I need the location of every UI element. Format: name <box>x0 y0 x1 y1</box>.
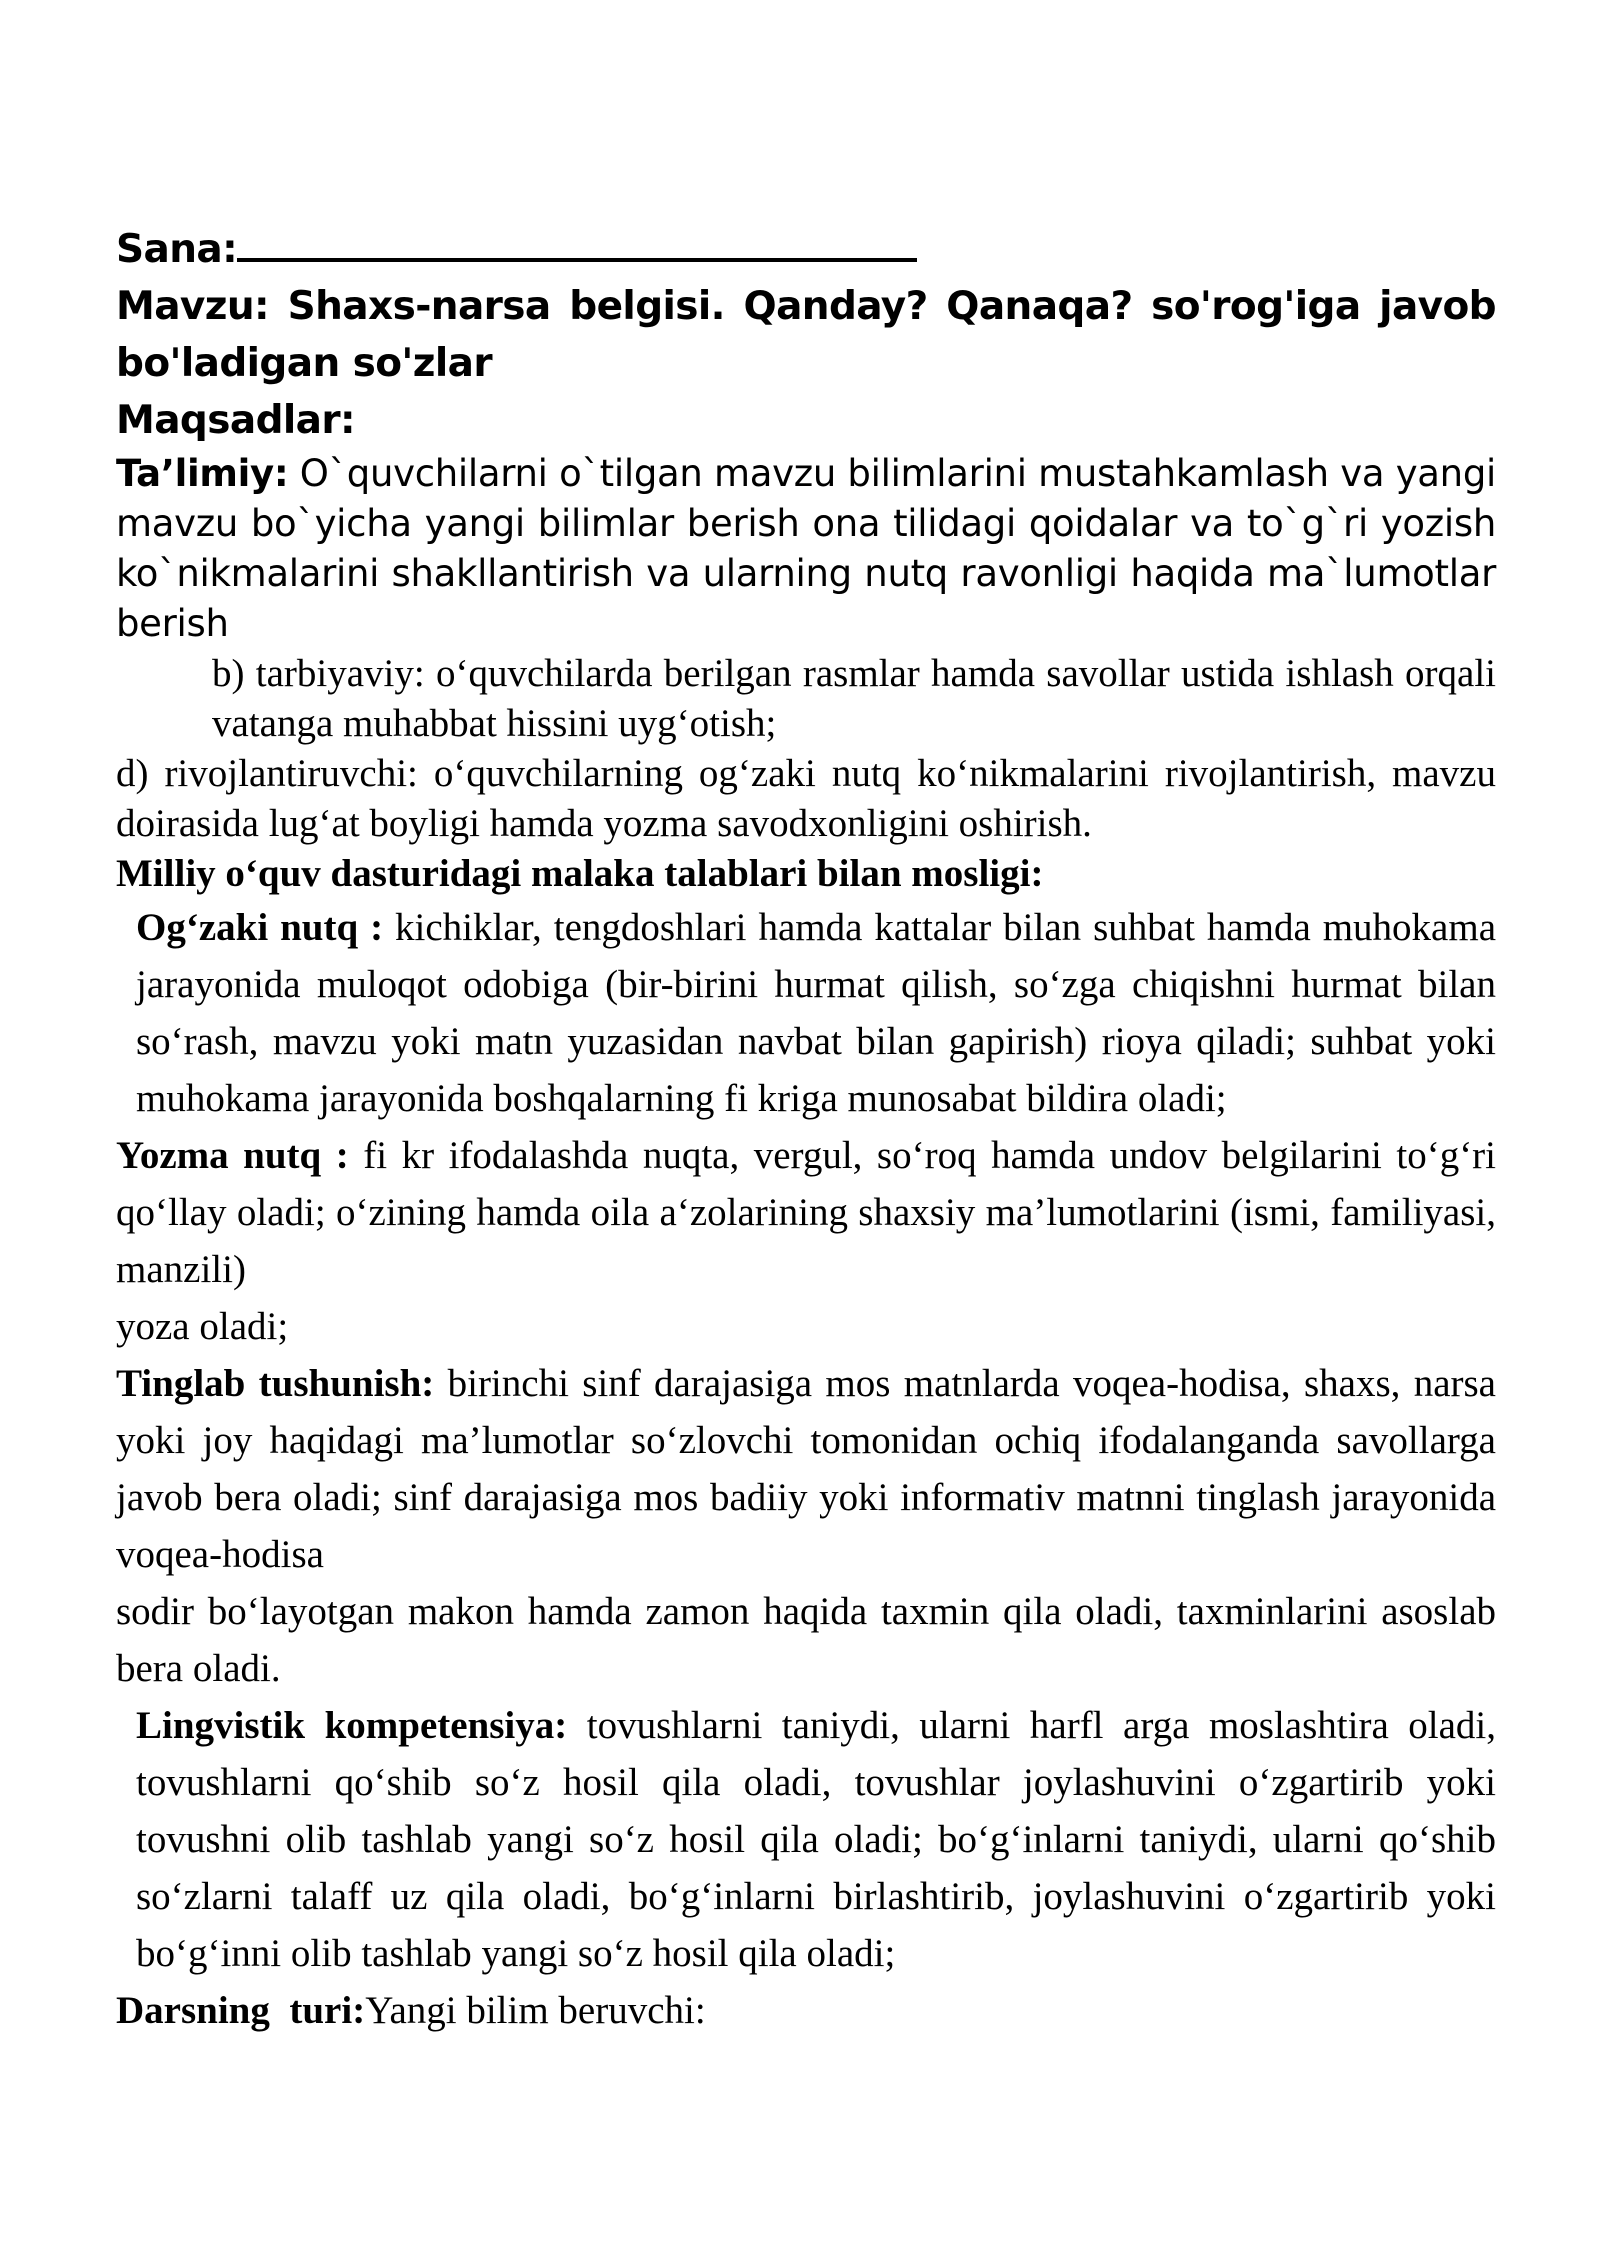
talimiy-label: Ta’limiy: <box>116 452 289 495</box>
yozma-continuation: yoza oladi; <box>116 1305 289 1348</box>
tinglab-paragraph <box>116 1355 1496 1583</box>
standards-heading <box>116 849 1496 899</box>
topic-line <box>116 278 1496 392</box>
lesson-type-line <box>116 1982 1496 2039</box>
date-blank <box>237 218 917 262</box>
tarbiyaviy-text: b) tarbiyaviy: o‘quvchilarda berilgan rasmlar hamda savollar ustida ishlash orqali vatanga muhabbat hissini uyg‘otish; <box>212 652 1496 745</box>
yozma-text: fi kr ifodalashda nuqta, vergul, so‘roq hamda undov belgilarini to‘g‘ri qo‘llay oladi; o‘zining hamda oila a‘zolarining shaxsiy ma’lumotlarini (ismi, familiyasi, manzili) <box>116 1134 1497 1291</box>
topic-text: Shaxs-narsa belgisi. Qanday? Qanaqa? so'rog'iga javob bo'ladigan so'zlar <box>116 284 1496 386</box>
lesson-type-text: Yangi bilim beruvchi: <box>365 1989 706 2032</box>
ogzaki-text: kichiklar, tengdoshlari hamda kattalar bilan suhbat hamda muhokama jarayonida muloqot odobiga (bir-birini hurmat qilish, so‘zga chiqishni hurmat bilan so‘rash, mavzu yoki matn yuzasidan navbat bilan gapirish) rioya qiladi; suhbat yoki muhokama jarayonida boshqalarning fi kriga munosabat bildira oladi; <box>136 906 1497 1120</box>
lingvistik-paragraph <box>116 1697 1496 1982</box>
date-line <box>116 218 1496 278</box>
goals-heading: Maqsadlar: <box>116 398 356 443</box>
tinglab-text: birinchi sinf darajasiga mos matnlarda voqea-hodisa, shaxs, narsa yoki joy haqidagi ma’lumotlar so‘zlovchi tomonidan ochiq ifodalanganda savollarga javob bera oladi; sinf darajasiga mos badiiy yoki informativ matnni tinglash jarayonida voqea-hodisa <box>116 1362 1496 1576</box>
tinglab-continuation: sodir bo‘layotgan makon hamda zamon haqida taxmin qila oladi, taxminlarini asoslab bera oladi. <box>116 1590 1496 1690</box>
topic-label: Mavzu: <box>116 284 270 329</box>
tarbiyaviy-paragraph <box>116 649 1496 749</box>
document-page <box>116 218 1496 2039</box>
ogzaki-paragraph <box>116 899 1496 1127</box>
tinglab-label: Tinglab tushunish: <box>116 1362 435 1405</box>
standards-heading-text: Milliy o‘quv dasturidagi malaka talablari bilan mosligi: <box>116 852 1044 895</box>
rivojlantiruvchi-paragraph <box>116 749 1496 849</box>
date-label: Sana: <box>116 227 238 272</box>
talimiy-text: O`quvchilarni o`tilgan mavzu bilimlarini mustahkamlash va yangi mavzu bo`yicha yangi bilimlar berish ona tilidagi qoidalar va to`g`ri yozish ko`nikmalarini shakllantirish va ularning nutq ravonligi haqida ma`lumotlar berish <box>116 452 1496 645</box>
lesson-type-label: Darsning turi: <box>116 1989 366 2032</box>
yozma-paragraph <box>116 1127 1496 1298</box>
yozma-label: Yozma nutq : <box>116 1134 349 1177</box>
lingvistik-text: tovushlarni taniydi, ularni harfl arga moslashtira oladi, tovushlarni qo‘shib so‘z hosil qila oladi, tovushlar joylashuvini o‘zgartirib yoki tovushni olib tashlab yangi so‘z hosil qila oladi; bo‘g‘inlarni taniydi, ularni qo‘shib so‘zlarni talaff uz qila oladi, bo‘g‘inlarni birlashtirib, joylashuvini o‘zgartirib yoki bo‘g‘inni olib tashlab yangi so‘z hosil qila oladi; <box>136 1704 1497 1975</box>
lingvistik-label: Lingvistik kompetensiya: <box>136 1704 568 1747</box>
rivojlantiruvchi-text: d) rivojlantiruvchi: o‘quvchilarning og‘zaki nutq ko‘nikmalarini rivojlantirish, mavzu doirasida lug‘at boyligi hamda yozma savodxonligini oshirish. <box>116 752 1496 845</box>
talimiy-paragraph <box>116 449 1496 649</box>
ogzaki-label: Og‘zaki nutq : <box>136 906 384 949</box>
